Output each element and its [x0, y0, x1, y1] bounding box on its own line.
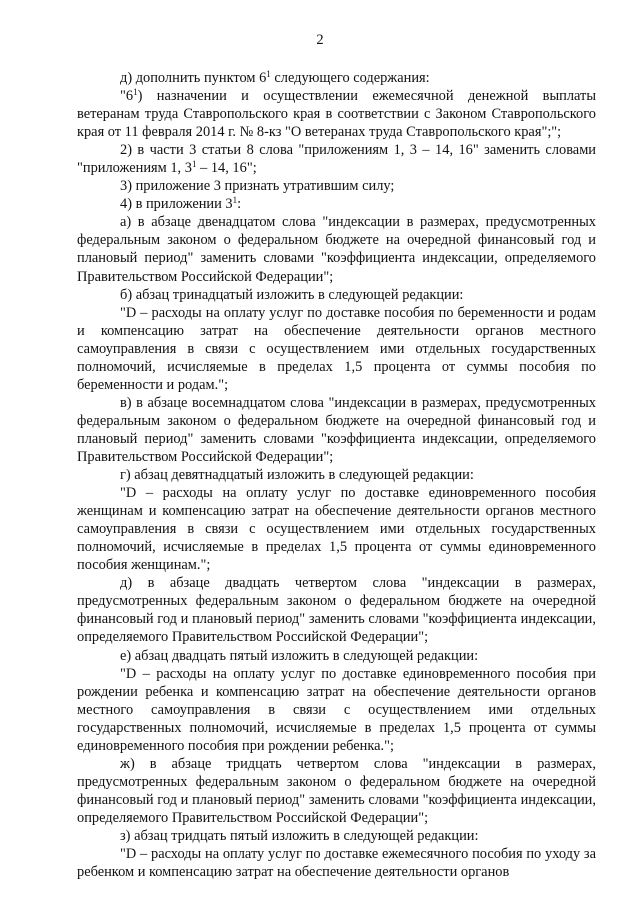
paragraph: ж) в абзаце тридцать четвертом слова "индексации в размерах, предусмотренных федеральным законом о федеральном бюджете на очередной финансовый год и плановый период" заменить словами "коэффициента индексации, определяемого Правительством Российской Федерации"; — [77, 755, 596, 826]
paragraph: з) абзац тридцать пятый изложить в следующей редакции: — [120, 827, 479, 844]
superscript-one: 1 — [133, 87, 138, 98]
paragraph: а) в абзаце двенадцатом слова "индексации в размерах, предусмотренных федеральным законом о федеральном бюджете на очередной финансовый год и плановый период" заменить словами "коэффициента индексации, определяемого Правительством Российской Федерации"; — [77, 214, 596, 285]
paragraph: 4) в приложении $3^1$: — [120, 195, 242, 213]
paragraph: д) в абзаце двадцать четвертом слова "индексации в размерах, предусмотренных федеральным законом о федеральном бюджете на очередной финансовый год и плановый период" заменить словами "коэффициента индексации, определяемого Правительством Российской Федерации"; — [77, 575, 596, 646]
paragraph: 3) приложение 3 признать утратившим силу; — [120, 178, 395, 195]
superscript-one: 1 — [266, 69, 271, 79]
superscript-one: 1 — [191, 159, 197, 170]
paragraph: г) абзац девятнадцатый изложить в следующей редакции: — [120, 467, 474, 484]
superscript-one: 1 — [232, 195, 238, 206]
paragraph: "D – расходы на оплату услуг по доставке единовременного пособия женщинам и компенсацию затрат на обеспечение деятельности органов местного самоуправления в связи с осуществлением ими отдельных государственных полномочий, исчисляемые в пределах 1,5 процента от суммы единовременного пособия женщинам."; — [77, 485, 596, 574]
paragraph: "D – расходы на оплату услуг по доставке ежемесячного пособия по уходу за ребенком и компенсацию затрат на обеспечение деятельности органов — [77, 846, 596, 881]
paragraph: "D – расходы на оплату услуг по доставке пособия по беременности и родам и компенсацию затрат на обеспечение деятельности органов местного самоуправления в связи с осуществлением ими отдельных государственных полномочий, исчисляемые в пределах 1,5 процента от суммы пособия по беременности и родам."; — [77, 304, 596, 393]
paragraph: в) в абзаце восемнадцатом слова "индексации в размерах, предусмотренных федеральным законом о федеральном бюджете на очередной финансовый год и плановый период" заменить словами "коэффициента индексации, определяемого Правительством Российской Федерации"; — [77, 394, 596, 465]
paragraph: б) абзац тринадцатый изложить в следующей редакции: — [120, 286, 464, 303]
paragraph: "$6^1$) назначении и осуществлении ежемесячной денежной выплаты ветеранам труда Ставропольского края в соответствии с Законом Ставропольского края от 11 февраля 2014 г. № 8-кз "О ветеранах труда Ставропольского края";"; — [77, 87, 596, 141]
page-number: 2 — [316, 32, 324, 48]
document-body — [77, 69, 596, 881]
paragraph: 2) в части 3 статьи 8 слова "приложениям 1, 3 – 14, 16" заменить словами "приложениям 1, $3^1 - 14$, 16"; — [77, 142, 596, 177]
paragraph: д) дополнить пунктом $6^1$ следующего содержания: — [120, 69, 430, 86]
paragraph: "D – расходы на оплату услуг по доставке единовременного пособия при рождении ребенка и компенсацию затрат на обеспечение деятельности органов местного самоуправления в связи с осуществлением ими отдельных государственных полномочий, исчисляемые в пределах 1,5 процента от суммы единовременного пособия при рождении ребенка."; — [77, 665, 596, 754]
paragraph: е) абзац двадцать пятый изложить в следующей редакции: — [120, 647, 479, 664]
